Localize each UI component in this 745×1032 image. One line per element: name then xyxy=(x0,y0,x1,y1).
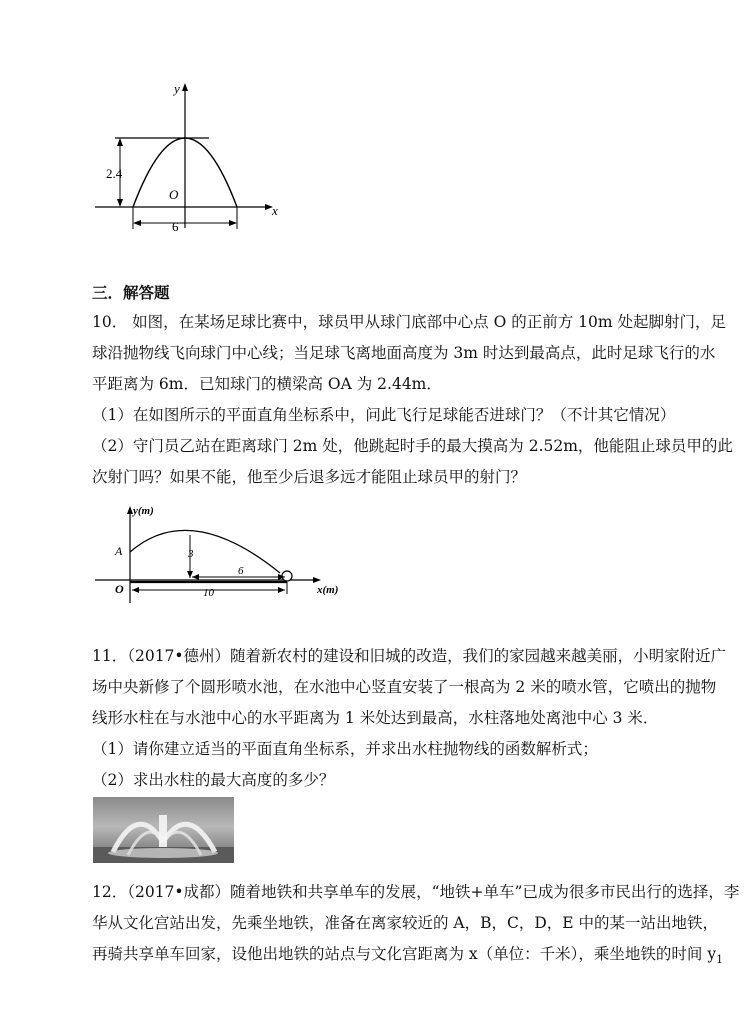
parabola-figure xyxy=(85,78,285,238)
distance-10-label: 10 xyxy=(203,587,214,599)
q12-line-3-text: 再骑共享单车回家，设他出地铁的站点与文化宫距离为 x（单位：千米），乘坐地铁的时间 y xyxy=(92,945,717,963)
q12-subscript: 1 xyxy=(716,953,724,967)
q11-line-5: （2）求出水柱的最大高度的多少？ xyxy=(92,771,335,789)
q11-line-1: 11．（2017•德州）随着新农村的建设和旧城的改造，我们的家园越来越美丽，小明家附近广 xyxy=(92,647,727,665)
soccer-trajectory-figure xyxy=(95,500,355,610)
q10-line-2: 球沿抛物线飞向球门中心线；当足球飞离地面高度为 3m 时达到最高点，此时足球飞行的水 xyxy=(92,344,716,362)
origin-label: O xyxy=(115,582,124,596)
q10-line-4: （1）在如图所示的平面直角坐标系中，问此飞行足球能否进球门？（不计其它情况） xyxy=(92,406,676,424)
q10-line-1: 10． 如图，在某场足球比赛中，球员甲从球门底部中心点 O 的正前方 10m 处起脚射门，足 xyxy=(92,313,726,331)
x-axis-label: x xyxy=(272,203,278,218)
q12-line-3 xyxy=(92,944,723,970)
distance-6-label: 6 xyxy=(238,565,244,577)
width-label: 6 xyxy=(172,219,179,234)
q12-line-1: 12．（2017•成都）随着地铁和共享单车的发展，“地铁+单车”已成为很多市民出行的选择，李 xyxy=(92,883,740,901)
q11-line-4: （1）请你建立适当的平面直角坐标系，并求出水柱抛物线的函数解析式； xyxy=(92,740,598,758)
q12-line-2: 华从文化宫站出发，先乘坐地铁，准备在离家较近的 A，B，C，D，E 中的某一站出地铁， xyxy=(92,914,719,932)
q11-line-3: 线形水柱在与水池中心的水平距离为 1 米处达到最高，水柱落地处离池中心 3 米． xyxy=(92,709,659,727)
q10-line-6: 次射门吗？如果不能，他至少后退多远才能阻止球员甲的射门？ xyxy=(92,468,527,486)
height-label: 2.4 xyxy=(106,166,123,181)
ball-icon xyxy=(282,571,292,581)
y-axis-label: y xyxy=(174,81,180,96)
q11-line-2: 场中央新修了个圆形喷水池，在水池中心竖直安装了一根高为 2 米的喷水管，它喷出的抛物 xyxy=(92,678,717,696)
section-title: 三．解答题 xyxy=(92,283,170,302)
point-a-label: A xyxy=(115,544,123,558)
fountain-photo xyxy=(93,797,234,863)
x-axis-label: x(m) xyxy=(317,584,339,596)
y-axis-label: y(m) xyxy=(133,505,154,517)
origin-label: O xyxy=(169,187,179,202)
height-label: 3 xyxy=(188,548,194,560)
q10-line-3: 平距离为 6m．已知球门的横梁高 OA 为 2.44m． xyxy=(92,375,442,393)
q10-line-5: （2）守门员乙站在距离球门 2m 处，他跳起时手的最大摸高为 2.52m，他能阻止球员甲的此 xyxy=(92,437,733,455)
